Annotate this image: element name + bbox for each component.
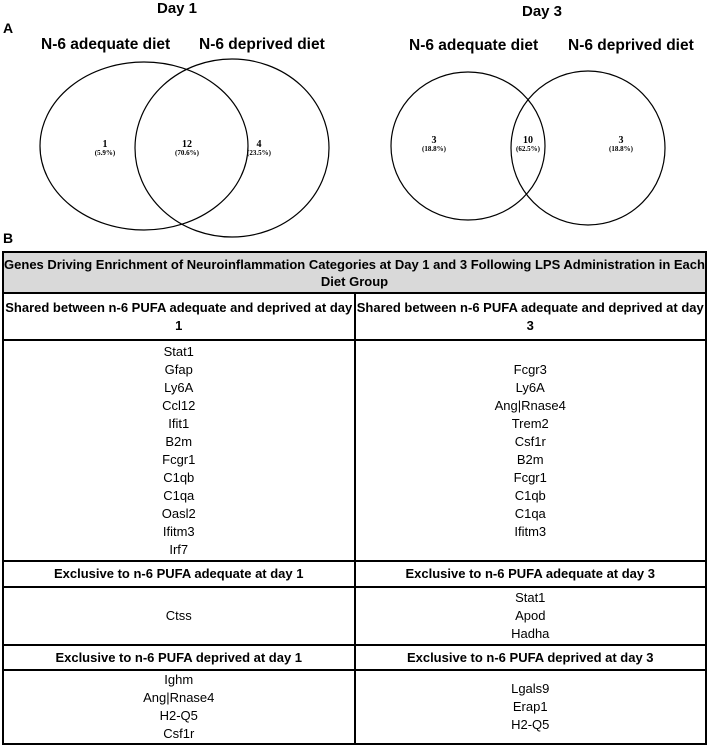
deprived-day3-header: Exclusive to n-6 PUFA deprived at day 3 (355, 645, 707, 670)
gene-item: Trem2 (511, 415, 549, 431)
day1-title: Day 1 (157, 0, 198, 17)
gene-item: Ifitm3 (514, 523, 547, 539)
shared-day3-header: Shared between n-6 PUFA adequate and deprived at day 3 (355, 293, 707, 340)
gene-item: H2-Q5 (511, 717, 550, 732)
gene-item: Csf1r (514, 433, 546, 449)
gene-item: Stat1 (163, 343, 194, 359)
day3-left-count: 3 (431, 135, 437, 146)
day1-left-pct: (5.9%) (94, 149, 116, 157)
day3-right-pct: (18.8%) (609, 145, 633, 153)
gene-item: Csf1r (163, 726, 195, 741)
gene-item: C1qb (514, 487, 546, 503)
day3-deprived-label: N-6 deprived diet (568, 37, 694, 54)
shared-day3-list (355, 340, 707, 561)
gene-item: Ang|Rnase4 (494, 397, 566, 413)
day3-overlap-pct: (62.5%) (516, 145, 540, 153)
day1-adequate-label: N-6 adequate diet (41, 36, 171, 53)
gene-item: Ccl12 (162, 397, 196, 413)
shared-day1-header: Shared between n-6 PUFA adequate and deprived at day 1 (3, 293, 355, 340)
panel-a-label: A (3, 20, 14, 36)
gene-item: Stat1 (515, 590, 546, 605)
day1-right-count: 4 (256, 139, 262, 150)
adequate-day1-list (3, 587, 355, 645)
panel-b-label: B (3, 230, 14, 246)
day3-adequate-label: N-6 adequate diet (409, 37, 539, 54)
deprived-day1-list (3, 670, 355, 744)
day1-deprived-label: N-6 deprived diet (199, 36, 325, 53)
gene-item: Ifit1 (168, 415, 190, 431)
gene-item: B2m (516, 451, 544, 467)
gene-item: Hadha (511, 626, 550, 641)
gene-item: Ctss (165, 608, 192, 623)
gene-item: Ang|Rnase4 (143, 690, 215, 705)
day1-adequate-circle (40, 62, 248, 230)
gene-item: H2-Q5 (159, 708, 198, 723)
table-title: Genes Driving Enrichment of Neuroinflammation Categories at Day 1 and 3 Following LPS Administration in Each Diet Group (3, 252, 706, 293)
day3-right-count: 3 (618, 135, 624, 146)
gene-item: Erap1 (512, 699, 548, 714)
venn-diagrams (0, 0, 709, 250)
day3-overlap-count: 10 (523, 135, 533, 146)
gene-item: Fcgr1 (162, 451, 196, 467)
gene-item: Lgals9 (511, 681, 550, 696)
gene-item: C1qa (163, 487, 195, 503)
day3-left-pct: (18.8%) (422, 145, 446, 153)
gene-item: Ly6A (515, 379, 545, 395)
gene-item: Gfap (164, 361, 193, 377)
gene-item: C1qb (163, 469, 195, 485)
gene-item: Oasl2 (161, 505, 196, 521)
day1-overlap-pct: (70.6%) (175, 149, 199, 157)
deprived-day1-header: Exclusive to n-6 PUFA deprived at day 1 (3, 645, 355, 670)
gene-item: B2m (165, 433, 193, 449)
shared-day1-list (3, 340, 355, 561)
day3-venn (391, 71, 665, 225)
gene-item: Ighm (164, 672, 194, 687)
gene-item: Ly6A (164, 379, 194, 395)
deprived-day3-list (355, 670, 707, 744)
adequate-day3-header: Exclusive to n-6 PUFA adequate at day 3 (355, 561, 707, 587)
day1-venn (40, 59, 329, 237)
day1-overlap-count: 12 (182, 139, 192, 150)
gene-table (2, 251, 707, 745)
adequate-day3-list (355, 587, 707, 645)
gene-item: Fcgr3 (513, 361, 547, 377)
gene-item: C1qa (514, 505, 546, 521)
adequate-day1-header: Exclusive to n-6 PUFA adequate at day 1 (3, 561, 355, 587)
gene-item: Irf7 (169, 541, 189, 557)
day1-right-pct: (23.5%) (247, 149, 271, 157)
day3-title: Day 3 (522, 3, 563, 20)
day1-left-count: 1 (102, 139, 108, 150)
gene-item: Fcgr1 (513, 469, 547, 485)
day1-deprived-circle (135, 59, 329, 237)
gene-item: Apod (515, 608, 546, 623)
gene-item: Ifitm3 (162, 523, 195, 539)
